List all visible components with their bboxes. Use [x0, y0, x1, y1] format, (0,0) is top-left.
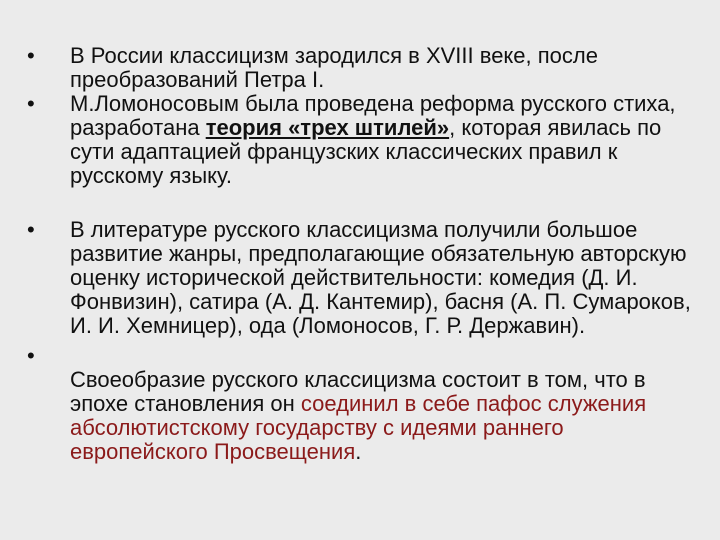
- bullet-item-empty: [27, 344, 692, 368]
- bullet-dot: •: [27, 91, 35, 116]
- bullet-item-originality: [27, 368, 692, 464]
- bullet-dot: •: [27, 43, 35, 68]
- bullet-item-genres: [27, 218, 692, 338]
- bullet-text: В литературе русского классицизма получили большое развитие жанры, предполагающие обязательную авторскую оценку исторической действительности: комедия (Д. И. Фонвизин), сатира (А. Д. Кантемир), басня (А. П. Сумароков, И. И. Хемницер), ода (Ломоносов, Г. Р. Державин).: [70, 217, 691, 338]
- bullet-text-before: Своеобразие русского классицизма состоит в том, что в эпохе становления он: [70, 367, 646, 416]
- bullet-item-classicism-origin: [27, 44, 692, 92]
- bullet-dot: •: [27, 217, 35, 242]
- bullet-item-lomonosov-reform: [27, 92, 692, 188]
- bullet-text-before: М.Ломоносовым была проведена реформа русского стиха, разработана: [70, 91, 676, 140]
- bullet-text-after: .: [355, 439, 362, 464]
- bullet-text-after: , которая явилась по сути адаптацией французских классических правил к русскому языку.: [70, 115, 662, 188]
- bullet-text: В России классицизм зародился в XVIII веке, после преобразований Петра I.: [70, 43, 598, 92]
- bullet-dot: •: [27, 343, 35, 368]
- bullet-list: [27, 44, 692, 464]
- enlightenment-highlight: соединил в себе пафос служения абсолютистскому государству с идеями раннего европейского Просвещения: [70, 391, 647, 464]
- three-styles-theory-emphasis: теория «трех штилей»: [205, 115, 450, 140]
